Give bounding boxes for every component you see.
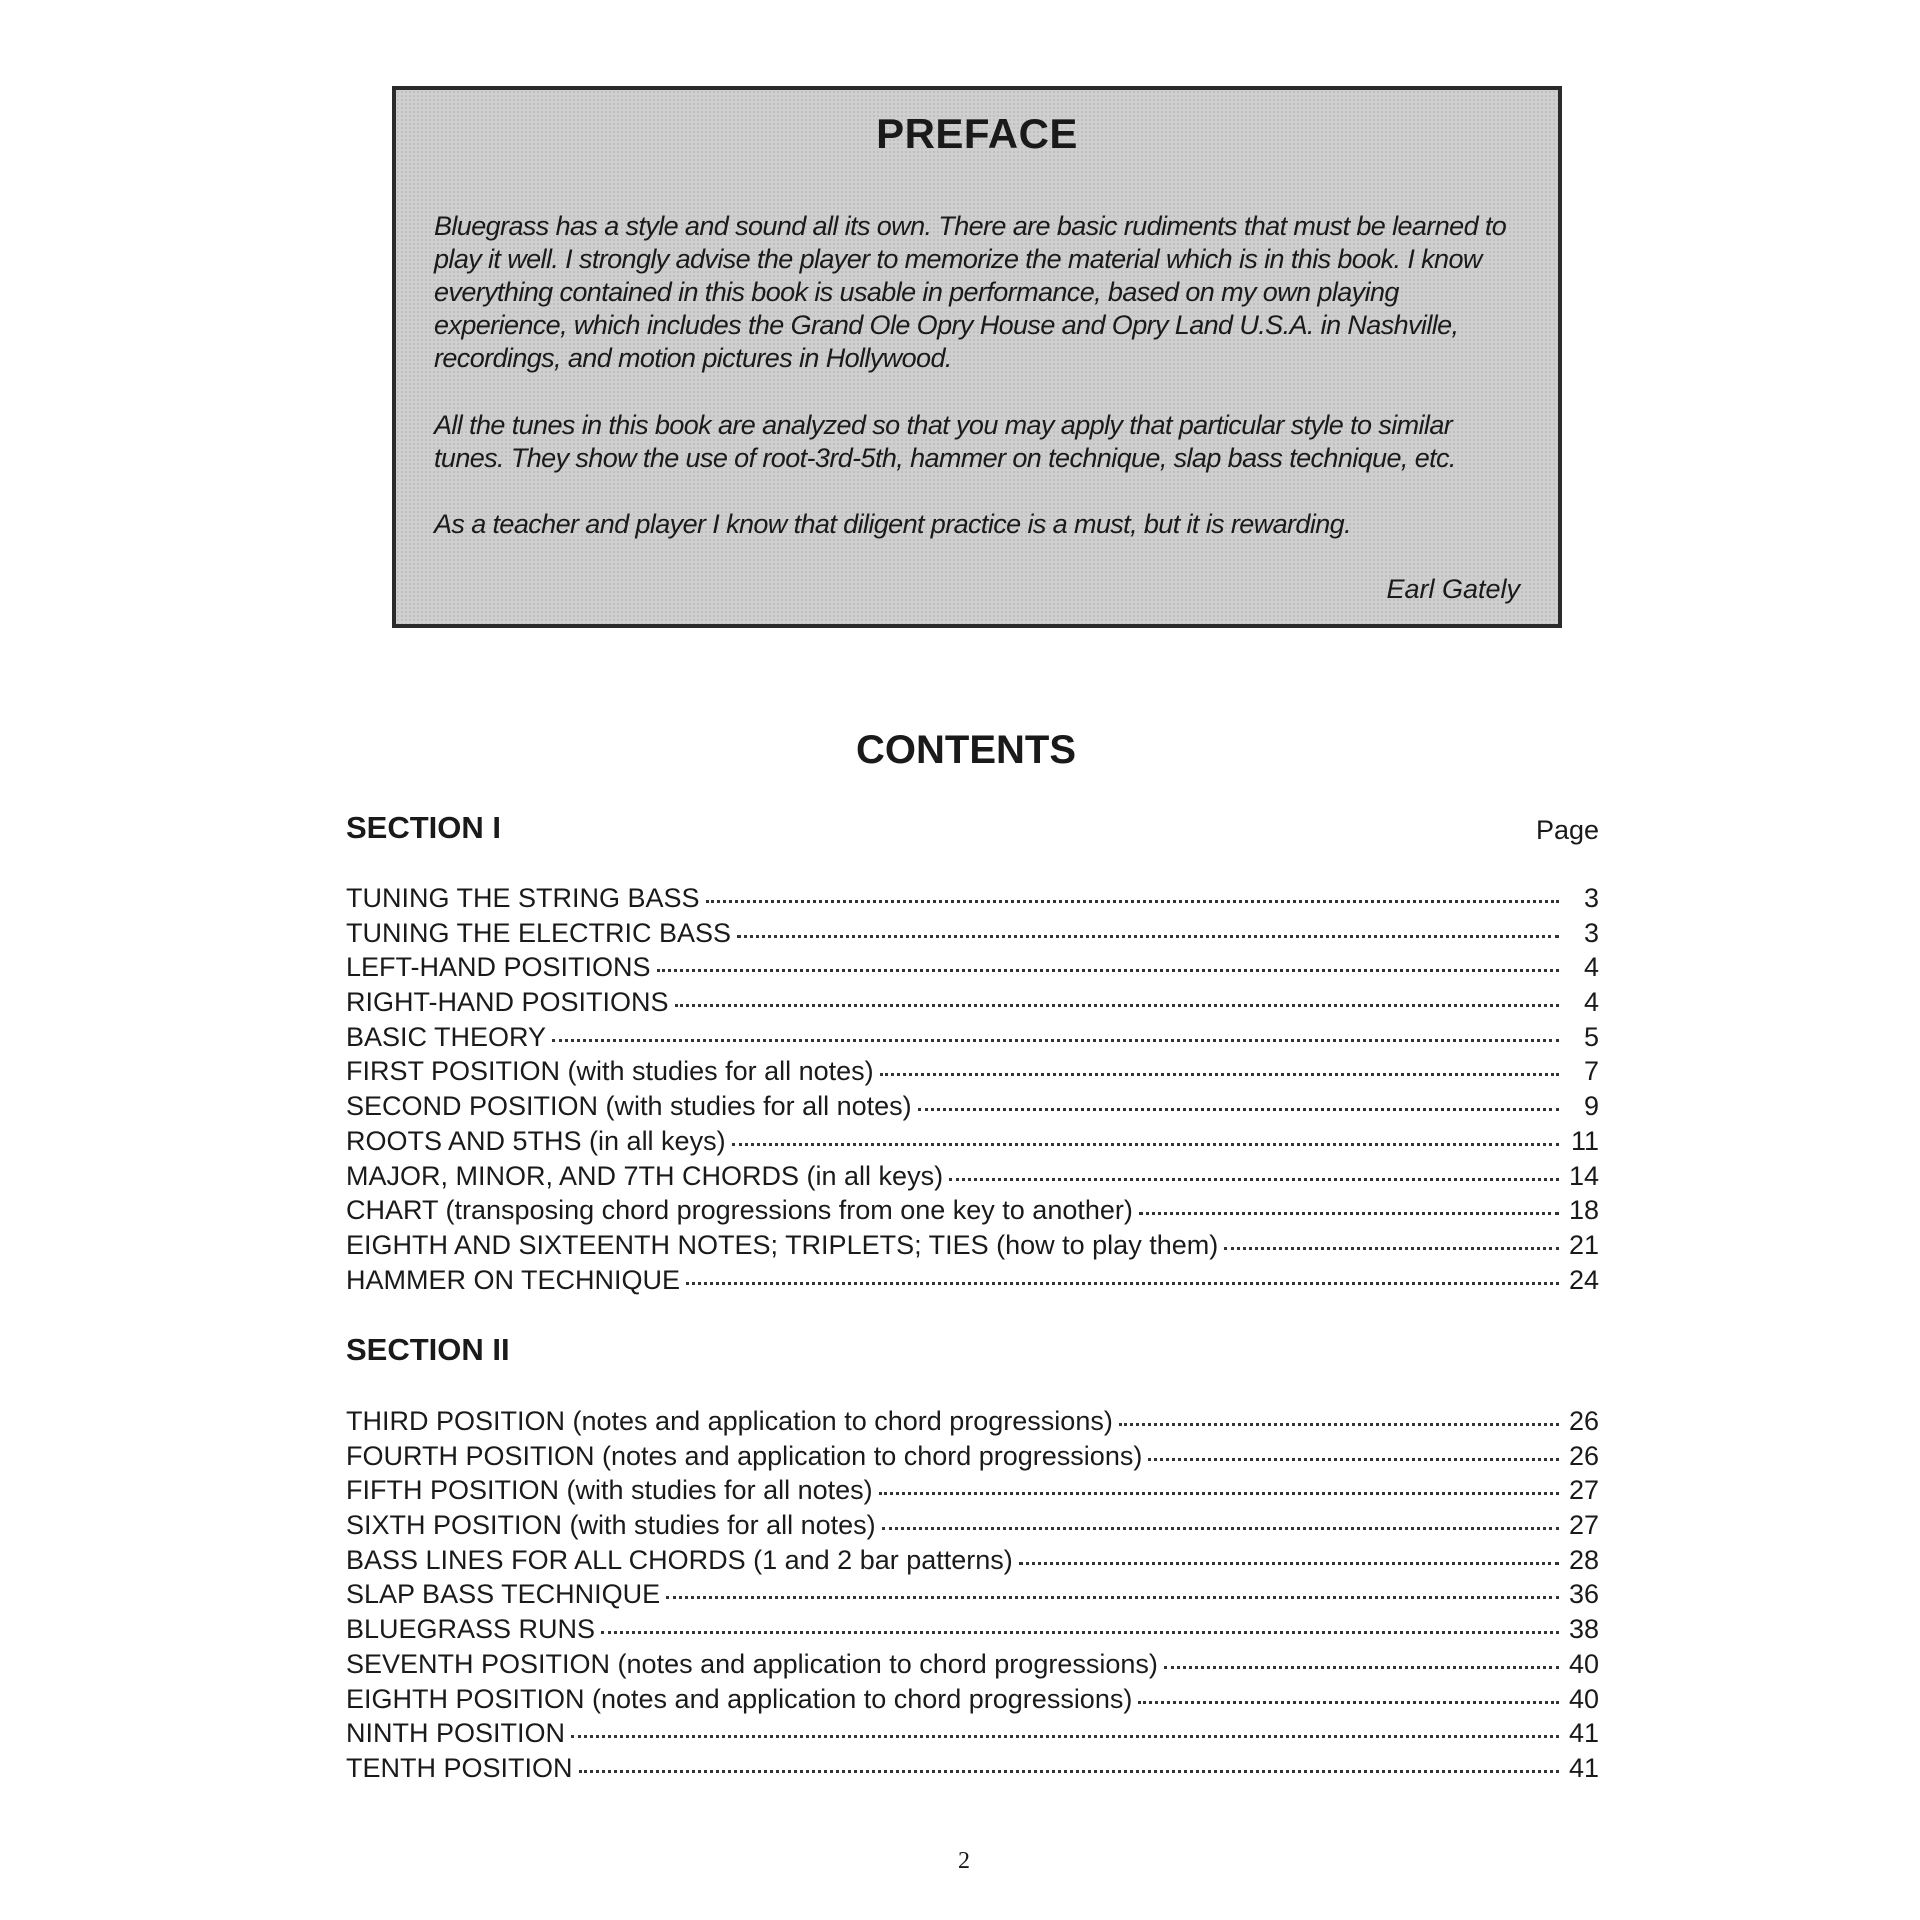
toc-entry — [346, 1022, 1599, 1057]
preface-paragraph: As a teacher and player I know that diligent practice is a must, but it is rewarding. — [434, 509, 1351, 539]
toc-entry — [346, 1195, 1599, 1230]
dot-leader — [1019, 1562, 1559, 1565]
toc-entry-title: FIRST POSITION (with studies for all notes) — [346, 1056, 874, 1087]
dot-leader — [1164, 1666, 1559, 1669]
toc-entry-page: 41 — [1568, 1718, 1599, 1749]
toc-entry-title: BASS LINES FOR ALL CHORDS (1 and 2 bar patterns) — [346, 1544, 1013, 1575]
toc-entry-title: SLAP BASS TECHNIQUE — [346, 1579, 661, 1610]
toc-list-section-1 — [346, 883, 1599, 1299]
toc-entry-page: 18 — [1568, 1195, 1599, 1226]
toc-entry — [346, 1753, 1599, 1788]
toc-entry — [346, 1091, 1599, 1126]
toc-entry — [346, 1406, 1599, 1441]
toc-entry-page: 26 — [1568, 1406, 1599, 1436]
dot-leader — [1148, 1458, 1559, 1461]
toc-entry-page: 7 — [1583, 1056, 1599, 1087]
dot-leader — [657, 969, 1559, 972]
dot-leader — [579, 1770, 1559, 1773]
dot-leader — [1119, 1423, 1559, 1426]
toc-entry-page: 28 — [1568, 1544, 1599, 1575]
toc-entry-page: 27 — [1568, 1510, 1599, 1541]
preface-box — [392, 86, 1562, 628]
toc-entry-title: FIFTH POSITION (with studies for all notes) — [346, 1475, 873, 1506]
toc-entry — [346, 1649, 1599, 1684]
toc-entry — [346, 918, 1599, 953]
toc-entry-title: LEFT-HAND POSITIONS — [346, 952, 651, 983]
toc-entry-page: 9 — [1583, 1091, 1599, 1122]
toc-entry-page: 3 — [1583, 883, 1599, 913]
toc-entry — [346, 952, 1599, 987]
preface-signature: Earl Gately — [1386, 574, 1520, 604]
toc-entry-title: FOURTH POSITION (notes and application to chord progressions) — [346, 1440, 1143, 1471]
dot-leader — [880, 1073, 1559, 1076]
toc-entry — [346, 1684, 1599, 1719]
toc-entry-page: 41 — [1568, 1752, 1599, 1783]
toc-entry-title: THIRD POSITION (notes and application to chord progressions) — [346, 1406, 1113, 1436]
dot-leader — [949, 1178, 1559, 1181]
toc-entry-page: 40 — [1568, 1648, 1599, 1679]
toc-entry-page: 4 — [1583, 987, 1599, 1018]
toc-entry — [346, 1230, 1599, 1265]
toc-entry-title: CHART (transposing chord progressions from one key to another) — [346, 1195, 1133, 1226]
toc-entry — [346, 883, 1599, 918]
toc-entry — [346, 1545, 1599, 1580]
toc-entry-title: SECOND POSITION (with studies for all notes) — [346, 1091, 912, 1122]
toc-entry-page: 5 — [1583, 1021, 1599, 1052]
page-column-label: Page — [1535, 815, 1599, 845]
contents-title: CONTENTS — [856, 728, 1076, 772]
preface-paragraph: Bluegrass has a style and sound all its own. There are basic rudiments that must be learned to play it well. I strongly advise the player to memorize the material which is in this book. I know everything contained in this book is usable in performance, based on my own playing experience, which includes the Grand Ole Opry House and Opry Land U.S.A. in Nashville, recordings, and motion pictures in Hollywood. — [434, 211, 1507, 373]
toc-entry-page: 21 — [1568, 1229, 1599, 1260]
dot-leader — [918, 1108, 1559, 1111]
toc-entry-title: NINTH POSITION — [346, 1718, 566, 1749]
toc-entry — [346, 1161, 1599, 1196]
dot-leader — [1224, 1247, 1559, 1250]
toc-entry-title: SEVENTH POSITION (notes and application to chord progressions) — [346, 1648, 1158, 1679]
page-number: 2 — [958, 1848, 970, 1874]
toc-entry-page: 38 — [1568, 1614, 1599, 1645]
toc-entry-page: 40 — [1568, 1683, 1599, 1714]
toc-entry-title: TUNING THE ELECTRIC BASS — [346, 917, 732, 948]
dot-leader — [601, 1631, 1559, 1634]
toc-entry-title: HAMMER ON TECHNIQUE — [346, 1264, 681, 1295]
toc-entry-title: RIGHT-HAND POSITIONS — [346, 987, 669, 1018]
dot-leader — [1138, 1701, 1559, 1704]
toc-entry — [346, 1718, 1599, 1753]
toc-entry-title: BASIC THEORY — [346, 1021, 547, 1052]
toc-entry — [346, 1441, 1599, 1476]
toc-entry-page: 36 — [1568, 1579, 1599, 1610]
toc-list-section-2 — [346, 1406, 1599, 1788]
toc-entry — [346, 1614, 1599, 1649]
toc-entry-title: BLUEGRASS RUNS — [346, 1614, 596, 1645]
preface-title: PREFACE — [876, 110, 1078, 157]
dot-leader — [686, 1282, 1559, 1285]
dot-leader — [882, 1527, 1559, 1530]
dot-leader — [732, 1143, 1559, 1146]
dot-leader — [1139, 1212, 1559, 1215]
toc-entry-page: 27 — [1568, 1475, 1599, 1506]
dot-leader — [571, 1735, 1559, 1738]
toc-entry-page: 26 — [1568, 1440, 1599, 1471]
dot-leader — [706, 900, 1559, 903]
toc-entry-page: 4 — [1583, 952, 1599, 983]
toc-entry-title: ROOTS AND 5THS (in all keys) — [346, 1125, 726, 1156]
toc-entry-page: 3 — [1583, 917, 1599, 948]
toc-entry-title: EIGHTH AND SIXTEENTH NOTES; TRIPLETS; TIES (how to play them) — [346, 1229, 1219, 1260]
toc-entry-title: MAJOR, MINOR, AND 7TH CHORDS (in all keys) — [346, 1160, 944, 1191]
dot-leader — [675, 1004, 1559, 1007]
preface-paragraph: All the tunes in this book are analyzed so that you may apply that particular style to similar tunes. They show the use of root-3rd-5th, hammer on technique, slap bass technique, etc. — [434, 410, 1456, 473]
dot-leader — [879, 1492, 1559, 1495]
toc-entry — [346, 987, 1599, 1022]
toc-entry — [346, 1579, 1599, 1614]
section-heading: SECTION I — [346, 810, 502, 845]
toc-entry — [346, 1265, 1599, 1300]
toc-entry-page: 24 — [1568, 1264, 1599, 1295]
toc-entry-page: 11 — [1570, 1125, 1599, 1156]
section-heading: SECTION II — [346, 1332, 510, 1367]
toc-entry-title: TENTH POSITION — [346, 1752, 573, 1783]
dot-leader — [552, 1039, 1559, 1042]
toc-entry-title: EIGHTH POSITION (notes and application to chord progressions) — [346, 1683, 1133, 1714]
dot-leader — [737, 935, 1559, 938]
dot-leader — [666, 1596, 1559, 1599]
toc-entry — [346, 1126, 1599, 1161]
toc-entry — [346, 1510, 1599, 1545]
toc-entry-page: 14 — [1568, 1160, 1599, 1191]
toc-entry — [346, 1475, 1599, 1510]
toc-entry — [346, 1056, 1599, 1091]
toc-entry-title: SIXTH POSITION (with studies for all notes) — [346, 1510, 876, 1541]
toc-entry-title: TUNING THE STRING BASS — [346, 883, 700, 913]
